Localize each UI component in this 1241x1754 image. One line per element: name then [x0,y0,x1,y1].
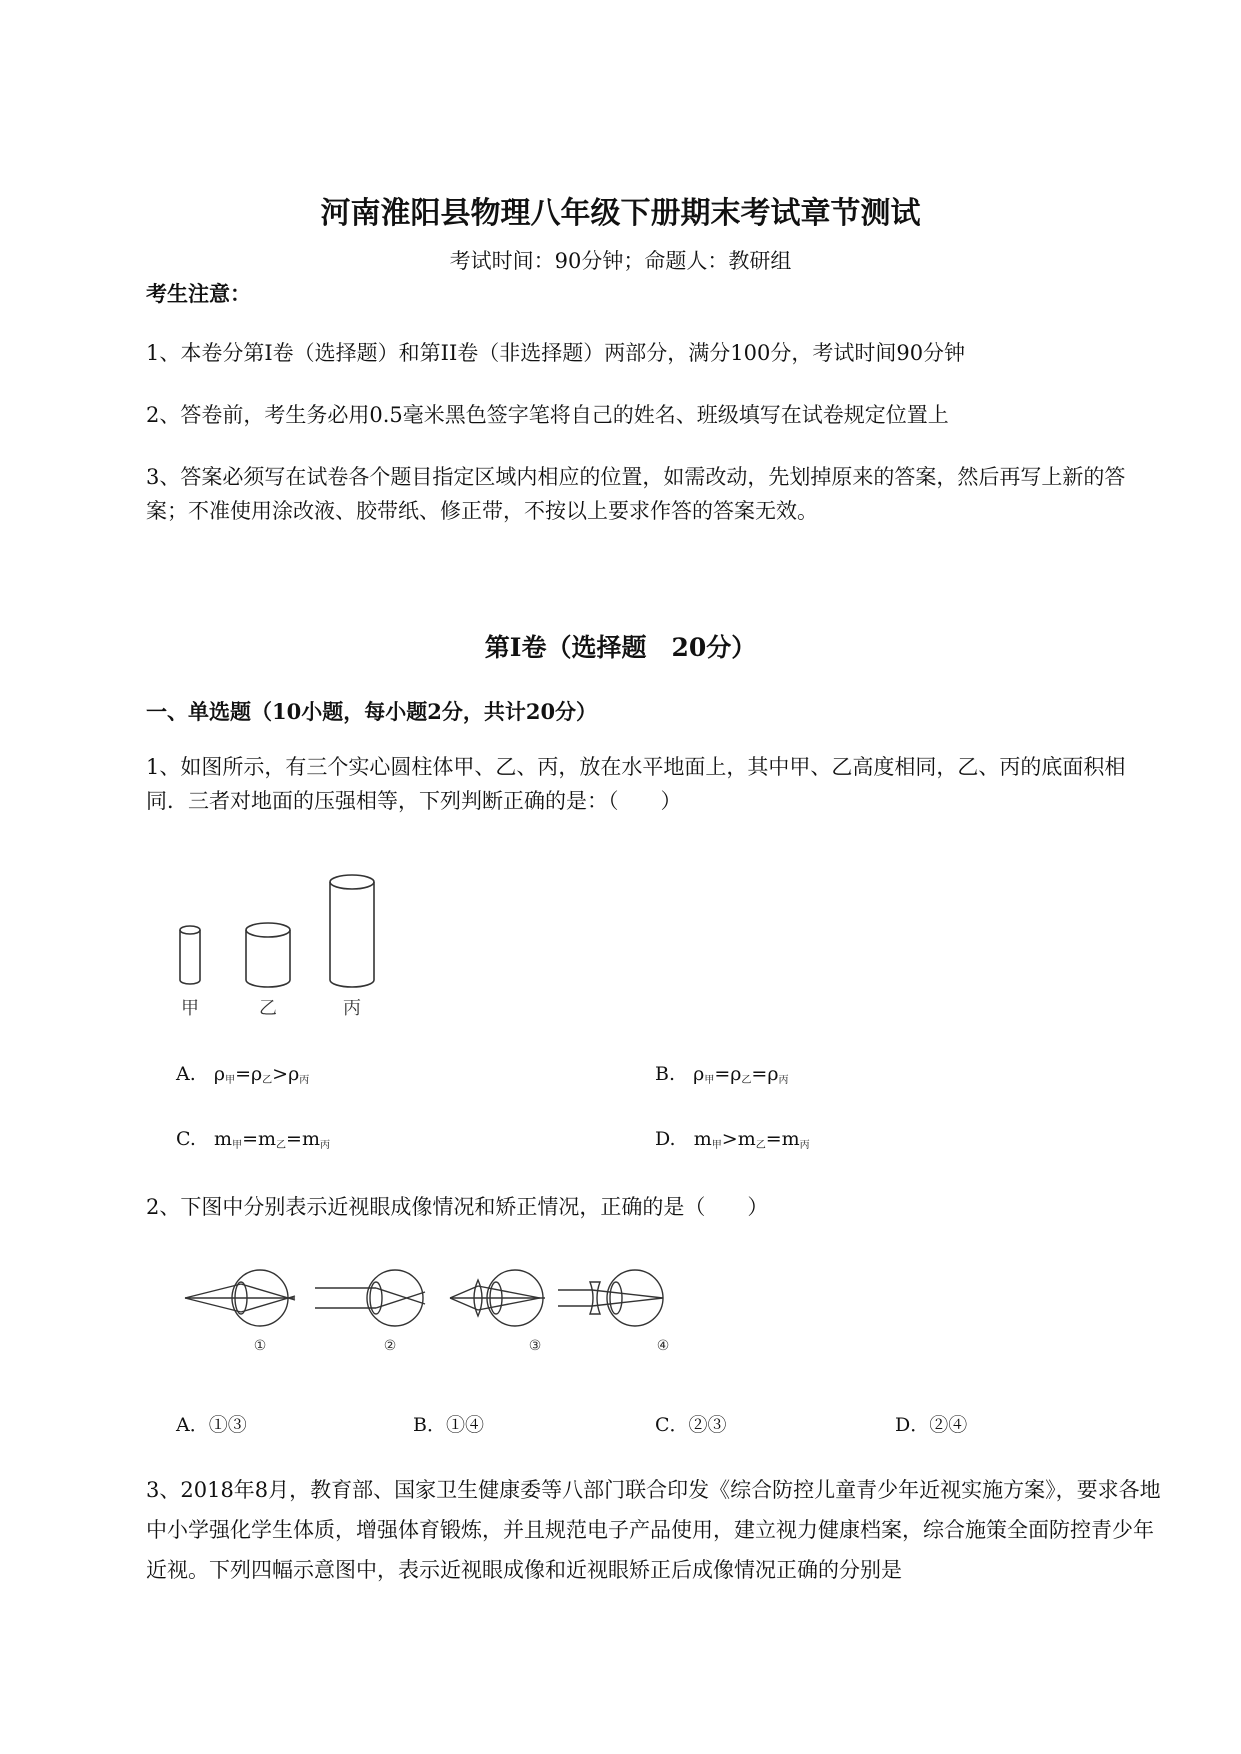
eye-label-2: ② [383,1338,397,1354]
cylinder-jia [180,926,200,984]
label-bing: 丙 [343,998,361,1019]
eye-label-1: ① [253,1338,267,1354]
notice-heading: 考生注意： [146,281,251,306]
q1-option-b[interactable]: B. $\rho_甲=\rho_乙=\rho_丙$ [655,1063,789,1086]
label-yi: 乙 [259,998,277,1019]
cylinder-yi [246,923,290,987]
exam-info: 考试时间：90分钟；命题人：教研组 [449,249,792,273]
eye-label-4: ④ [656,1338,670,1354]
q2-option-a[interactable]: A．①③ [176,1414,247,1436]
section-title: 第I卷（选择题 20分） [484,633,757,662]
question-2-text: 2、下图中分别表示近视眼成像情况和矫正情况，正确的是（ ） [146,1195,769,1219]
q1-option-a[interactable]: A. $\rho_甲=\rho_乙>\rho_丙$ [176,1063,310,1086]
eye-diagrams-figure [180,1258,720,1358]
cylinders-figure [170,868,410,1028]
notice-item-3: 3、答案必须写在试卷各个题目指定区域内相应的位置，如需改动，先划掉原来的答案，然后再写上新的答案；不准使用涂改液、胶带纸、修正带，不按以上要求作答的答案无效。 [146,465,1126,523]
eye-diagram-3 [450,1270,545,1326]
eye-diagram-4 [558,1270,663,1326]
notice-item-2: 2、答卷前，考生务必用0.5毫米黑色签字笔将自己的姓名、班级填写在试卷规定位置上 [146,403,949,427]
eye-diagram-2 [315,1270,425,1326]
label-jia: 甲 [181,998,199,1019]
q1-option-d[interactable]: D. $m_甲>m_乙=m_丙$ [655,1128,810,1151]
cylinder-bing [330,875,374,987]
eye-diagram-1 [185,1270,295,1326]
eye-label-3: ③ [528,1338,542,1354]
q1-option-c[interactable]: C. $m_甲=m_乙=m_丙$ [176,1128,330,1151]
q2-option-d[interactable]: D．②④ [895,1414,968,1436]
part-heading: 一、单选题（10小题，每小题2分，共计20分） [146,699,598,724]
notice-item-1: 1、本卷分第I卷（选择题）和第II卷（非选择题）两部分，满分100分，考试时间90分钟 [146,341,966,365]
question-3-text: 3、2018年8月，教育部、国家卫生健康委等八部门联合印发《综合防控儿童青少年近视实施方案》，要求各地中小学强化学生体质，增强体育锻炼，并且规范电子产品使用，建立视力健康档案，综合施策全面防控青少年近视。下列四幅示意图中，表示近视眼成像和近视眼矫正后成像情况正确的分别是 [146,1478,1161,1582]
q2-option-b[interactable]: B．①④ [413,1414,484,1436]
page-title: 河南淮阳县物理八年级下册期末考试章节测试 [320,196,921,231]
q2-option-c[interactable]: C．②③ [655,1414,727,1436]
question-1-text: 1、如图所示，有三个实心圆柱体甲、乙、丙，放在水平地面上，其中甲、乙高度相同，乙、丙的底面积相同．三者对地面的压强相等，下列判断正确的是：（ ） [146,755,1126,813]
